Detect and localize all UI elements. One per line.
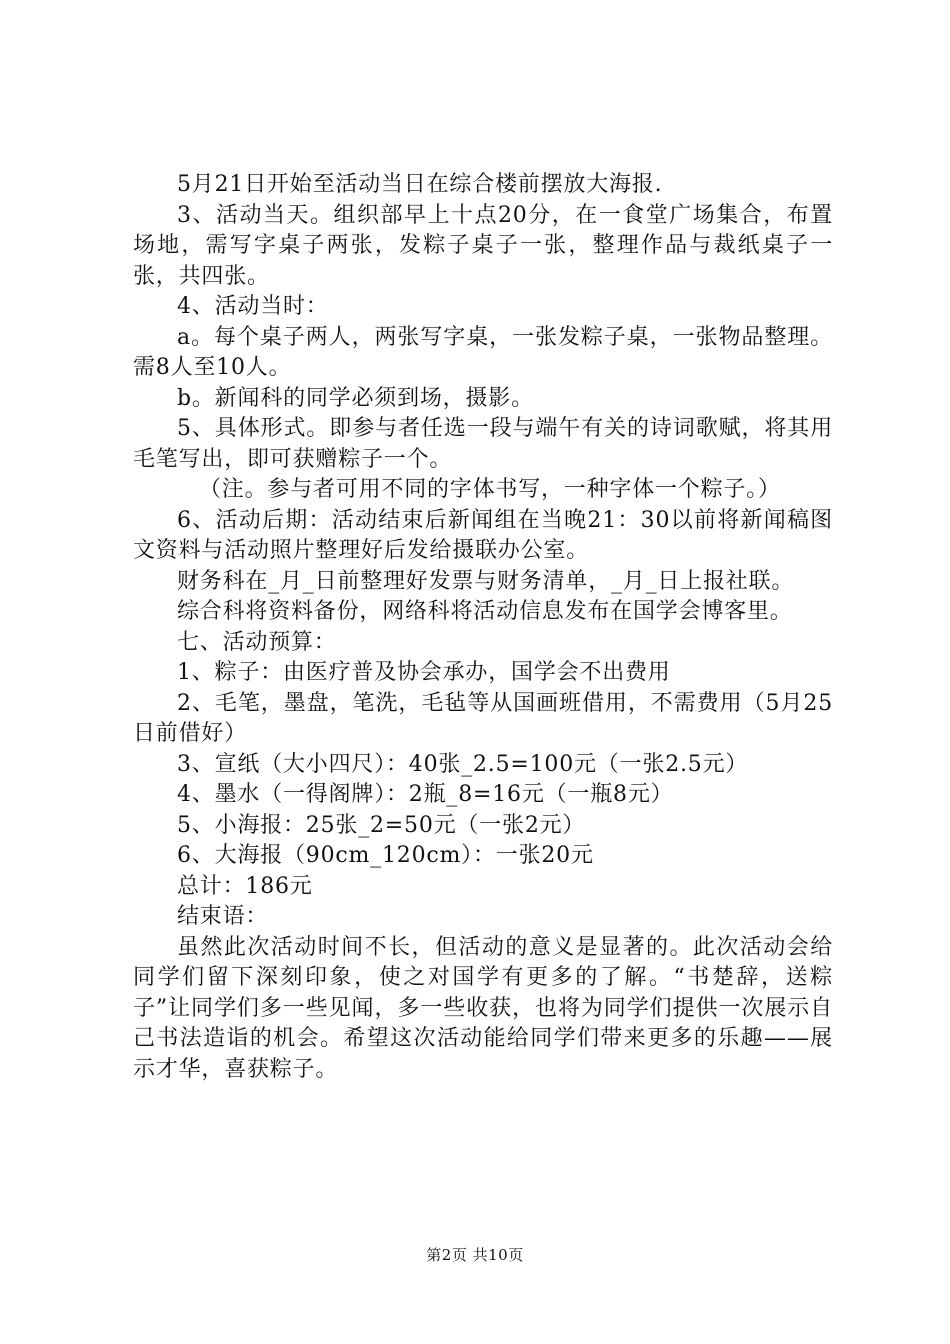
budget-total: 总计：186元 — [177, 873, 313, 899]
section-heading-conclusion: 结束语： — [177, 904, 269, 929]
paragraph-post-event: 6、活动后期：活动结束后新闻组在当晚21：30以前将新闻稿图文资料与活动照片整理好后发给摄联办公室。 — [133, 507, 833, 563]
budget-item-large-poster: 6、大海报（90cm_120cm）：一张20元 — [177, 843, 594, 868]
paragraph-format: 5、具体形式。即参与者任选一段与端午有关的诗词歌赋，将其用毛笔写出，即可获赠粽子一个。 — [133, 416, 833, 472]
section-heading-budget: 七、活动预算： — [177, 629, 337, 655]
paragraph-event-day: 3、活动当天。组织部早上十点20分，在一食堂广场集合，布置场地，需写字桌子两张，发粽子桌子一张，整理作品与裁纸桌子一张，共四张。 — [133, 202, 833, 289]
paragraph-note: （注。参与者可用不同的字体书写，一种字体一个粽子。） — [199, 477, 781, 502]
paragraph-conclusion: 虽然此次活动时间不长，但活动的意义是显著的。此次活动会给同学们留下深刻印象，使之对国学有更多的了解。“书楚辞，送粽子”让同学们多一些见闻，多一些收获，也将为同学们提供一次展示自己书法造诣的机会。希望这次活动能给同学们带来更多的乐趣——展示才华，喜获粽子。 — [133, 934, 833, 1082]
page-number-footer: 第2页 共10页 — [426, 1246, 524, 1264]
paragraph-finance: 财务科在_月_日前整理好发票与财务清单，_月_日上报社联。 — [177, 568, 795, 594]
budget-item-small-poster: 5、小海报：25张_2=50元（一张2元） — [177, 812, 586, 838]
paragraph-archive: 综合科将资料备份，网络科将活动信息发布在国学会博客里。 — [177, 599, 793, 624]
paragraph-during-event: 4、活动当时： — [177, 294, 329, 319]
paragraph-poster-setup: 5月21日开始至活动当日在综合楼前摆放大海报. — [177, 172, 663, 197]
budget-item-brushes: 2、毛笔，墨盘，笔洗，毛毡等从国画班借用，不需费用（5月25日前借好） — [133, 690, 833, 746]
paragraph-item-b: b。新闻科的同学必须到场，摄影。 — [177, 385, 534, 411]
paragraph-item-a: a。每个桌子两人，两张写字桌，一张发粽子桌，一张物品整理。需8人至10人。 — [133, 324, 833, 380]
budget-item-zongzi: 1、粽子：由医疗普及协会承办，国学会不出费用 — [177, 660, 671, 685]
budget-item-ink: 4、墨水（一得阁牌）：2瓶_8=16元（一瓶8元） — [177, 782, 674, 807]
budget-item-paper: 3、宣纸（大小四尺）：40张_2.5=100元（一张2.5元） — [177, 751, 749, 777]
document-body — [133, 170, 833, 1085]
